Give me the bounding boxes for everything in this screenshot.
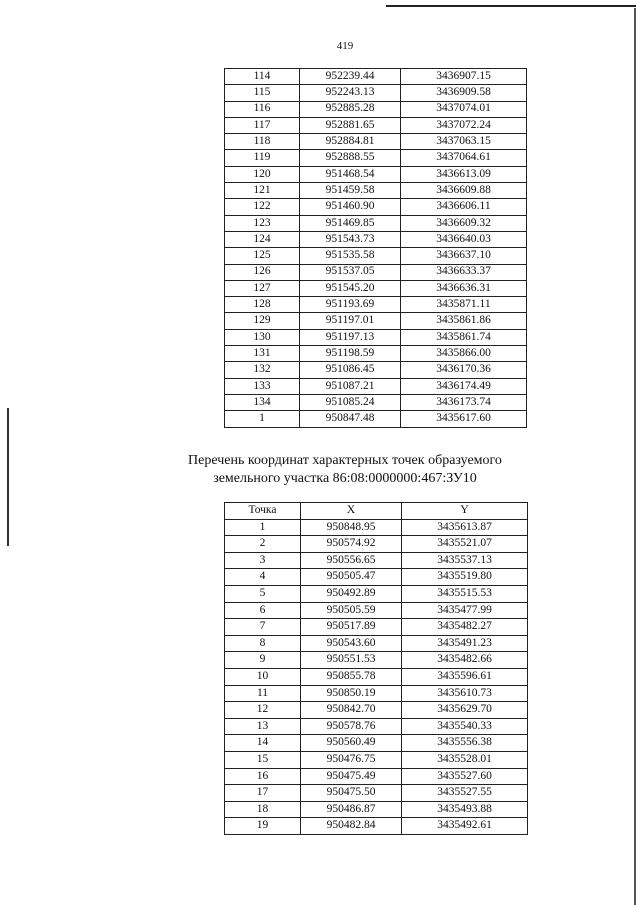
table-row — [225, 718, 528, 735]
table-row — [225, 280, 527, 296]
table-row — [225, 818, 528, 835]
y-coordinate-cell: 3435493.88 — [402, 801, 528, 818]
y-coordinate-cell: 3436606.11 — [401, 199, 527, 215]
y-coordinate-cell: 3435871.11 — [401, 297, 527, 313]
point-cell: 121 — [225, 183, 300, 199]
x-coordinate-cell: 951197.13 — [300, 329, 401, 345]
point-cell: 11 — [225, 685, 301, 702]
page-number: 419 — [336, 40, 354, 52]
point-cell: 130 — [225, 329, 300, 345]
y-coordinate-cell: 3436640.03 — [401, 231, 527, 247]
point-cell: 2 — [225, 536, 301, 553]
y-coordinate-cell: 3436609.32 — [401, 215, 527, 231]
point-cell: 4 — [225, 569, 301, 586]
x-coordinate-cell: 950517.89 — [301, 619, 402, 636]
point-cell: 19 — [225, 818, 301, 835]
x-coordinate-cell: 951459.58 — [300, 183, 401, 199]
y-coordinate-cell: 3435527.55 — [402, 785, 528, 802]
x-coordinate-cell: 950560.49 — [301, 735, 402, 752]
point-cell: 13 — [225, 718, 301, 735]
column-header-x: X — [301, 503, 402, 520]
table-row — [225, 264, 527, 280]
x-coordinate-cell: 952884.81 — [300, 134, 401, 150]
column-header-point: Точка — [225, 503, 301, 520]
point-cell: 16 — [225, 768, 301, 785]
y-coordinate-cell: 3435492.61 — [402, 818, 528, 835]
y-coordinate-cell: 3436907.15 — [401, 69, 527, 85]
y-coordinate-cell: 3435528.01 — [402, 751, 528, 768]
y-coordinate-cell: 3435629.70 — [402, 702, 528, 719]
point-cell: 127 — [225, 280, 300, 296]
table-row — [225, 69, 527, 85]
table-row — [225, 552, 528, 569]
table-row — [225, 297, 527, 313]
y-coordinate-cell: 3436636.31 — [401, 280, 527, 296]
table-row — [225, 668, 528, 685]
y-coordinate-cell: 3437064.61 — [401, 150, 527, 166]
x-coordinate-cell: 950578.76 — [301, 718, 402, 735]
table-row — [225, 166, 527, 182]
table-row — [225, 768, 528, 785]
table-row — [225, 101, 527, 117]
y-coordinate-cell: 3435477.99 — [402, 602, 528, 619]
section-heading — [150, 452, 540, 488]
y-coordinate-cell: 3435861.86 — [401, 313, 527, 329]
y-coordinate-cell: 3435610.73 — [402, 685, 528, 702]
x-coordinate-cell: 951193.69 — [300, 297, 401, 313]
y-coordinate-cell: 3435482.27 — [402, 619, 528, 636]
parcel-coordinates-table — [224, 502, 528, 835]
x-coordinate-cell: 952881.65 — [300, 117, 401, 133]
y-coordinate-cell: 3435515.53 — [402, 585, 528, 602]
x-coordinate-cell: 952888.55 — [300, 150, 401, 166]
point-cell: 133 — [225, 378, 300, 394]
y-coordinate-cell: 3437072.24 — [401, 117, 527, 133]
point-cell: 118 — [225, 134, 300, 150]
y-coordinate-cell: 3436909.58 — [401, 85, 527, 101]
point-cell: 9 — [225, 652, 301, 669]
table-row — [225, 702, 528, 719]
x-coordinate-cell: 951198.59 — [300, 346, 401, 362]
table-row — [225, 117, 527, 133]
y-coordinate-cell: 3435519.80 — [402, 569, 528, 586]
point-cell: 117 — [225, 117, 300, 133]
x-coordinate-cell: 951469.85 — [300, 215, 401, 231]
point-cell: 6 — [225, 602, 301, 619]
x-coordinate-cell: 950842.70 — [301, 702, 402, 719]
table-row — [225, 735, 528, 752]
y-coordinate-cell: 3436633.37 — [401, 264, 527, 280]
x-coordinate-cell: 951543.73 — [300, 231, 401, 247]
y-coordinate-cell: 3436637.10 — [401, 248, 527, 264]
table-row — [225, 150, 527, 166]
point-cell: 129 — [225, 313, 300, 329]
table-row — [225, 346, 527, 362]
point-cell: 119 — [225, 150, 300, 166]
table-row — [225, 801, 528, 818]
x-coordinate-cell: 950475.50 — [301, 785, 402, 802]
table-row — [225, 183, 527, 199]
y-coordinate-cell: 3435527.60 — [402, 768, 528, 785]
x-coordinate-cell: 950505.59 — [301, 602, 402, 619]
heading-line-1: Перечень координат характерных точек образуемого — [188, 453, 502, 468]
x-coordinate-cell: 952243.13 — [300, 85, 401, 101]
x-coordinate-cell: 950855.78 — [301, 668, 402, 685]
table-row — [225, 635, 528, 652]
table-row — [225, 569, 528, 586]
y-coordinate-cell: 3437074.01 — [401, 101, 527, 117]
table-row — [225, 785, 528, 802]
y-coordinate-cell: 3436609.88 — [401, 183, 527, 199]
point-cell: 124 — [225, 231, 300, 247]
coordinates-table-continued — [224, 68, 527, 428]
scan-left-edge-mark — [7, 408, 9, 546]
point-cell: 116 — [225, 101, 300, 117]
x-coordinate-cell: 950543.60 — [301, 635, 402, 652]
table-row — [225, 215, 527, 231]
x-coordinate-cell: 950482.84 — [301, 818, 402, 835]
point-cell: 134 — [225, 394, 300, 410]
point-cell: 14 — [225, 735, 301, 752]
point-cell: 1 — [225, 411, 300, 427]
table-row — [225, 248, 527, 264]
y-coordinate-cell: 3435596.61 — [402, 668, 528, 685]
table-row — [225, 536, 528, 553]
table-row — [225, 411, 527, 427]
table-row — [225, 313, 527, 329]
y-coordinate-cell: 3436173.74 — [401, 394, 527, 410]
point-cell: 17 — [225, 785, 301, 802]
table-row — [225, 362, 527, 378]
x-coordinate-cell: 951460.90 — [300, 199, 401, 215]
point-cell: 15 — [225, 751, 301, 768]
point-cell: 122 — [225, 199, 300, 215]
table-row — [225, 685, 528, 702]
y-coordinate-cell: 3435613.87 — [402, 519, 528, 536]
x-coordinate-cell: 950486.87 — [301, 801, 402, 818]
table-row — [225, 378, 527, 394]
x-coordinate-cell: 951537.05 — [300, 264, 401, 280]
x-coordinate-cell: 951545.20 — [300, 280, 401, 296]
point-cell: 114 — [225, 69, 300, 85]
table-row — [225, 751, 528, 768]
y-coordinate-cell: 3435866.00 — [401, 346, 527, 362]
x-coordinate-cell: 950505.47 — [301, 569, 402, 586]
table-row — [225, 329, 527, 345]
table-row — [225, 231, 527, 247]
y-coordinate-cell: 3435491.23 — [402, 635, 528, 652]
x-coordinate-cell: 950848.95 — [301, 519, 402, 536]
x-coordinate-cell: 951087.21 — [300, 378, 401, 394]
y-coordinate-cell: 3435556.38 — [402, 735, 528, 752]
y-coordinate-cell: 3435537.13 — [402, 552, 528, 569]
x-coordinate-cell: 951468.54 — [300, 166, 401, 182]
table-row — [225, 652, 528, 669]
y-coordinate-cell: 3435617.60 — [401, 411, 527, 427]
table-row — [225, 85, 527, 101]
point-cell: 10 — [225, 668, 301, 685]
y-coordinate-cell: 3435540.33 — [402, 718, 528, 735]
point-cell: 8 — [225, 635, 301, 652]
y-coordinate-cell: 3436170.36 — [401, 362, 527, 378]
y-coordinate-cell: 3435861.74 — [401, 329, 527, 345]
table-row — [225, 134, 527, 150]
y-coordinate-cell: 3435521.07 — [402, 536, 528, 553]
table-row — [225, 602, 528, 619]
scan-right-edge-mark — [634, 8, 636, 905]
x-coordinate-cell: 952239.44 — [300, 69, 401, 85]
x-coordinate-cell: 952885.28 — [300, 101, 401, 117]
x-coordinate-cell: 950556.65 — [301, 552, 402, 569]
point-cell: 128 — [225, 297, 300, 313]
x-coordinate-cell: 950551.53 — [301, 652, 402, 669]
point-cell: 18 — [225, 801, 301, 818]
heading-line-2: земельного участка 86:08:0000000:467:ЗУ10 — [213, 471, 477, 486]
point-cell: 115 — [225, 85, 300, 101]
table-row — [225, 199, 527, 215]
point-cell: 3 — [225, 552, 301, 569]
coordinates-table-body — [225, 69, 527, 428]
point-cell: 12 — [225, 702, 301, 719]
x-coordinate-cell: 950847.48 — [300, 411, 401, 427]
point-cell: 126 — [225, 264, 300, 280]
y-coordinate-cell: 3436613.09 — [401, 166, 527, 182]
table-row — [225, 585, 528, 602]
point-cell: 131 — [225, 346, 300, 362]
table-row — [225, 394, 527, 410]
x-coordinate-cell: 950850.19 — [301, 685, 402, 702]
point-cell: 5 — [225, 585, 301, 602]
table-row — [225, 519, 528, 536]
x-coordinate-cell: 951085.24 — [300, 394, 401, 410]
x-coordinate-cell: 951086.45 — [300, 362, 401, 378]
table-header-row — [225, 503, 528, 520]
parcel-coordinates-body — [225, 519, 528, 834]
point-cell: 1 — [225, 519, 301, 536]
x-coordinate-cell: 950492.89 — [301, 585, 402, 602]
x-coordinate-cell: 950475.49 — [301, 768, 402, 785]
x-coordinate-cell: 951535.58 — [300, 248, 401, 264]
point-cell: 125 — [225, 248, 300, 264]
point-cell: 7 — [225, 619, 301, 636]
point-cell: 123 — [225, 215, 300, 231]
y-coordinate-cell: 3435482.66 — [402, 652, 528, 669]
point-cell: 120 — [225, 166, 300, 182]
x-coordinate-cell: 950476.75 — [301, 751, 402, 768]
x-coordinate-cell: 950574.92 — [301, 536, 402, 553]
y-coordinate-cell: 3436174.49 — [401, 378, 527, 394]
table-row — [225, 619, 528, 636]
point-cell: 132 — [225, 362, 300, 378]
x-coordinate-cell: 951197.01 — [300, 313, 401, 329]
y-coordinate-cell: 3437063.15 — [401, 134, 527, 150]
column-header-y: Y — [402, 503, 528, 520]
scan-top-rule — [386, 5, 636, 7]
